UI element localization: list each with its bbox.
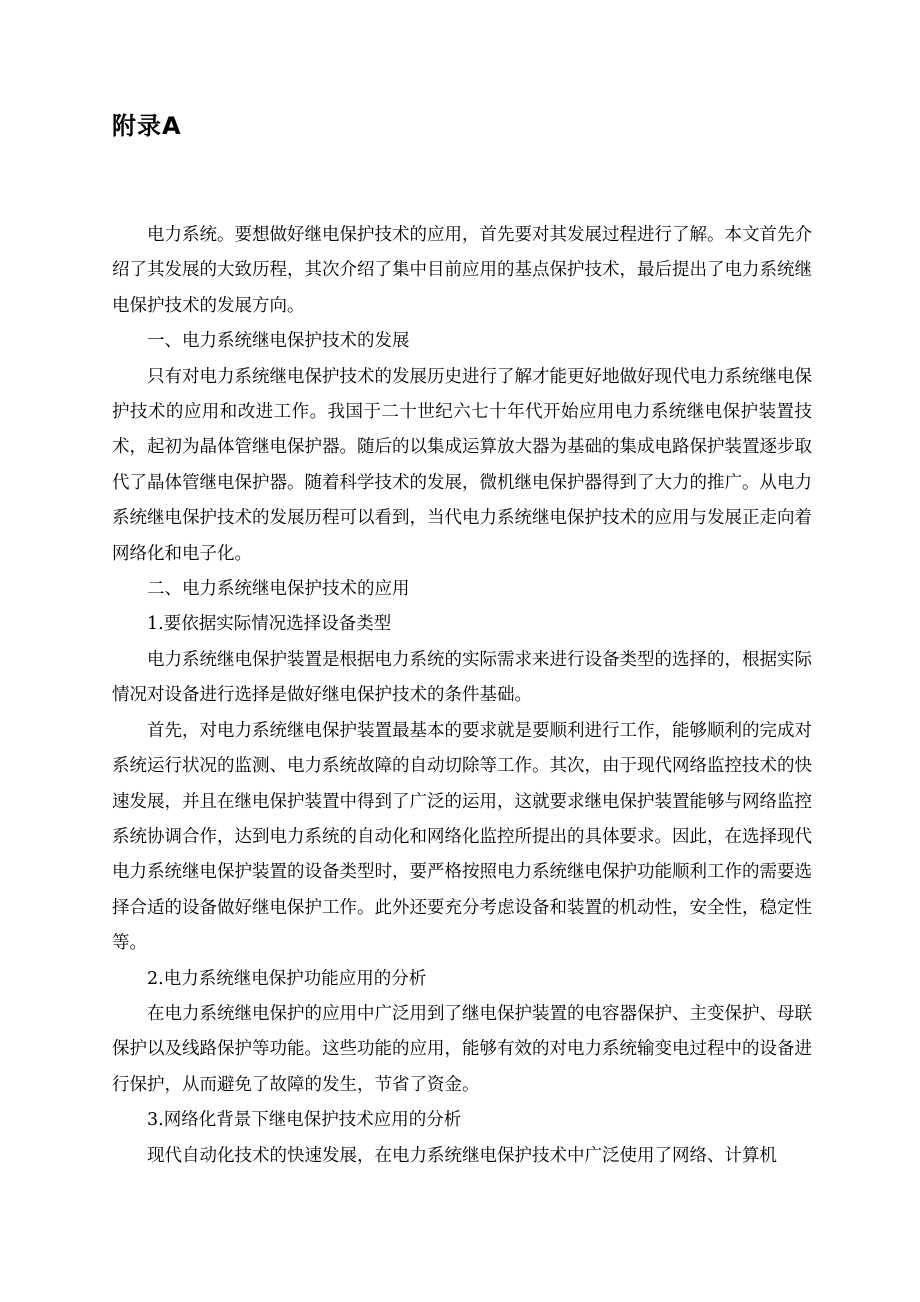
paragraph-requirements: 首先，对电力系统继电保护装置最基本的要求就是要顺利进行工作，能够顺利的完成对系统运行状况的监测、电力系统故障的自动切除等工作。其次，由于现代网络监控技术的快速发展，并且在继电保护装置中得到了广泛的运用，这就要求继电保护装置能够与网络监控系统协调合作，达到电力系统的自动化和网络化监控所提出的具体要求。因此，在选择现代电力系统继电保护装置的设备类型时，要严格按照电力系统继电保护功能顺利工作的需要选择合适的设备做好继电保护工作。此外还要充分考虑设备和装置的机动性，安全性，稳定性等。: [112, 720, 812, 954]
paragraph-network-analysis: 现代自动化技术的快速发展，在电力系统继电保护技术中广泛使用了网络、计算机: [147, 1145, 777, 1166]
paragraph-equipment-selection: 电力系统继电保护装置是根据电力系统的实际需求来进行设备类型的选择的，根据实际情况对设备进行选择是做好继电保护技术的条件基础。: [112, 649, 812, 706]
document-body: [112, 218, 812, 1174]
paragraph-function-analysis: 在电力系统继电保护的应用中广泛用到了继电保护装置的电容器保护、主变保护、母联保护以及线路保护等功能。这些功能的应用，能够有效的对电力系统输变电过程中的设备进行保护，从而避免了故障的发生，节省了资金。: [112, 1003, 812, 1095]
paragraph-development: 只有对电力系统继电保护技术的发展历史进行了解才能更好地做好现代电力系统继电保护技术的应用和改进工作。我国于二十世纪六七十年代开始应用电力系统继电保护装置技术，起初为晶体管继电保护器。随后的以集成运算放大器为基础的集成电路保护装置逐步取代了晶体管继电保护器。随着科学技术的发展，微机继电保护器得到了大力的推广。从电力系统继电保护技术的发展历程可以看到，当代电力系统继电保护技术的应用与发展正走向着网络化和电子化。: [112, 366, 812, 564]
section-heading-development: 一、电力系统继电保护技术的发展: [147, 331, 410, 352]
appendix-heading: 附录A: [112, 112, 182, 140]
section-heading-application: 二、电力系统继电保护技术的应用: [147, 579, 410, 600]
subheading-function-analysis: 2.电力系统继电保护功能应用的分析: [147, 968, 427, 989]
subheading-network-analysis: 3.网络化背景下继电保护技术应用的分析: [147, 1110, 462, 1131]
subheading-equipment-selection: 1.要依据实际情况选择设备类型: [147, 614, 392, 635]
paragraph-intro: 电力系统。要想做好继电保护技术的应用，首先要对其发展过程进行了解。本文首先介绍了其发展的大致历程，其次介绍了集中目前应用的基点保护技术，最后提出了电力系统继电保护技术的发展方向。: [112, 225, 812, 316]
